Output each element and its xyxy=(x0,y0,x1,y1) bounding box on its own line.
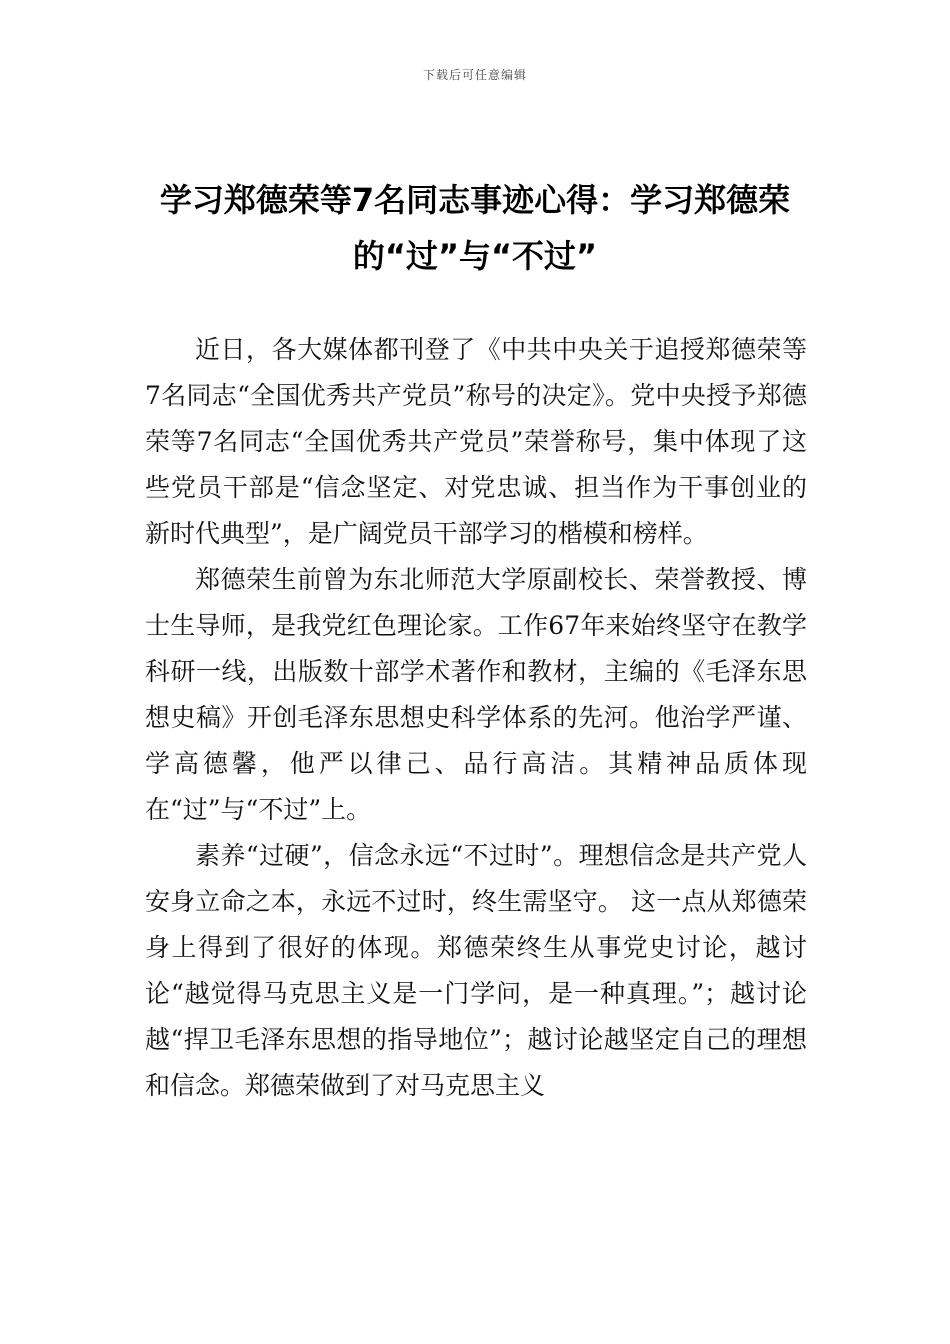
document-title: 学习郑德荣等7名同志事迹心得：学习郑德荣的“过”与“不过” xyxy=(159,181,791,275)
header-note: 下载后可任意编辑 xyxy=(422,68,527,82)
document-body xyxy=(145,327,807,1109)
paragraph-3: 素养“过硬”，信念永远“不过时”。理想信念是共产党人安身立命之本，永远不过时，终生需坚守。 这一点从郑德荣身上得到了很好的体现。郑德荣终生从事党史讨论，越讨论“越觉得马克思主义是一门学问，是一种真理。”；越讨论越“捍卫毛泽东思想的指导地位”；越讨论越坚定自己的理想和信念。郑德荣做到了对马克思主义 xyxy=(145,841,807,1100)
paragraph-2: 郑德荣生前曾为东北师范大学原副校长、荣誉教授、博士生导师，是我党红色理论家。工作67年来始终坚守在教学科研一线，出版数十部学术著作和教材，主编的《毛泽东思想史稿》开创毛泽东思想史科学体系的先河。他治学严谨、学高德馨，他严以律己、品行高洁。其精神品质体现在“过”与“不过”上。 xyxy=(145,565,807,824)
paragraph-1: 近日，各大媒体都刊登了《中共中央关于追授郑德荣等7名同志“全国优秀共产党员”称号的决定》。党中央授予郑德荣等7名同志“全国优秀共产党员”荣誉称号，集中体现了这些党员干部是“信念坚定、对党忠诚、担当作为干事创业的新时代典型”，是广阔党员干部学习的楷模和榜样。 xyxy=(145,335,807,548)
